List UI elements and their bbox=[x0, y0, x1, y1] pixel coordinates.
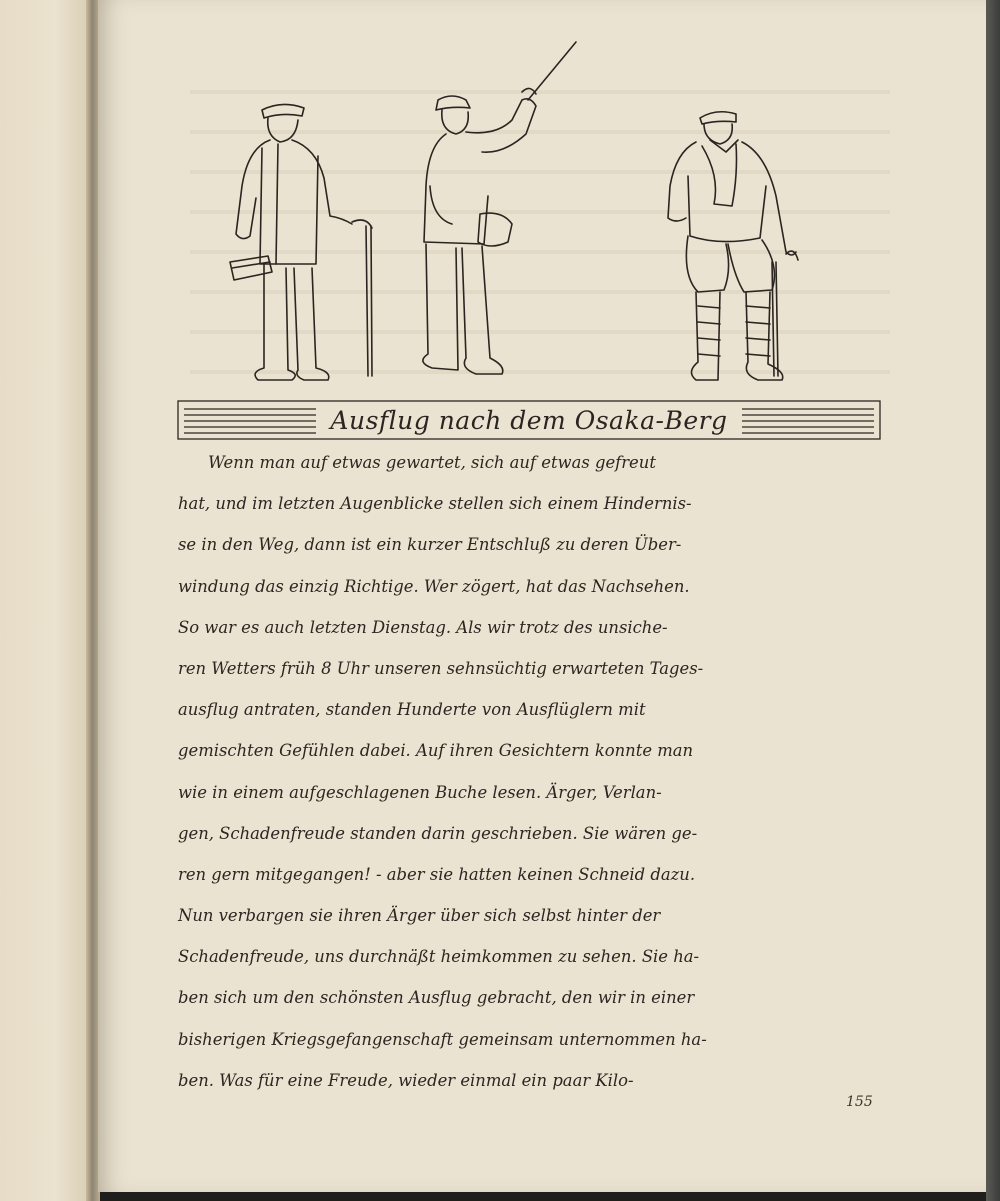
page-title: Ausflug nach dem Osaka-Berg bbox=[176, 398, 882, 442]
text-line: wie in einem aufgeschlagenen Buche lesen. Ärger, Verlan- bbox=[178, 782, 662, 802]
text-line: ren Wetters früh 8 Uhr unseren sehnsüchtig erwarteten Tages- bbox=[178, 658, 704, 678]
text-line: ben. Was für eine Freude, wieder einmal ein paar Kilo- bbox=[178, 1070, 634, 1090]
handwritten-body-text bbox=[178, 442, 890, 1101]
text-line: Schadenfreude, uns durchnäßt heimkommen zu sehen. Sie ha- bbox=[178, 947, 700, 967]
text-line: Nun verbargen sie ihren Ärger über sich selbst hinter der bbox=[178, 906, 661, 926]
man-with-scarf-figure bbox=[668, 112, 798, 380]
text-line: ben sich um den schönsten Ausflug gebracht, den wir in einer bbox=[178, 988, 695, 1008]
text-line: So war es auch letzten Dienstag. Als wir trotz des unsiche- bbox=[178, 617, 668, 637]
text-line: bisherigen Kriegsgefangenschaft gemeinsam unternommen ha- bbox=[178, 1029, 707, 1049]
text-line: hat, und im letzten Augenblicke stellen sich einem Hindernis- bbox=[178, 494, 692, 514]
text-line: se in den Weg, dann ist ein kurzer Entschluß zu deren Über- bbox=[178, 535, 682, 555]
page-number: 155 bbox=[846, 1094, 873, 1110]
text-line: gemischten Gefühlen dabei. Auf ihren Gesichtern konnte man bbox=[178, 741, 694, 761]
text-line: Wenn man auf etwas gewartet, sich auf etwas gefreut bbox=[208, 453, 656, 472]
text-line: ausflug antraten, standen Hunderte von Ausflüglern mit bbox=[178, 700, 646, 720]
illustration-three-men bbox=[220, 36, 820, 396]
left-page-edge bbox=[0, 0, 92, 1201]
man-with-pipe-figure bbox=[423, 42, 576, 374]
text-line: gen, Schadenfreude standen darin geschrieben. Sie wären ge- bbox=[178, 823, 698, 843]
text-line: windung das einzig Richtige. Wer zögert, hat das Nachsehen. bbox=[178, 576, 690, 596]
man-with-cane-figure bbox=[230, 104, 372, 380]
text-line: ren gern mitgegangen! - aber sie hatten keinen Schneid dazu. bbox=[178, 864, 696, 884]
right-page-edge bbox=[986, 0, 1000, 1201]
